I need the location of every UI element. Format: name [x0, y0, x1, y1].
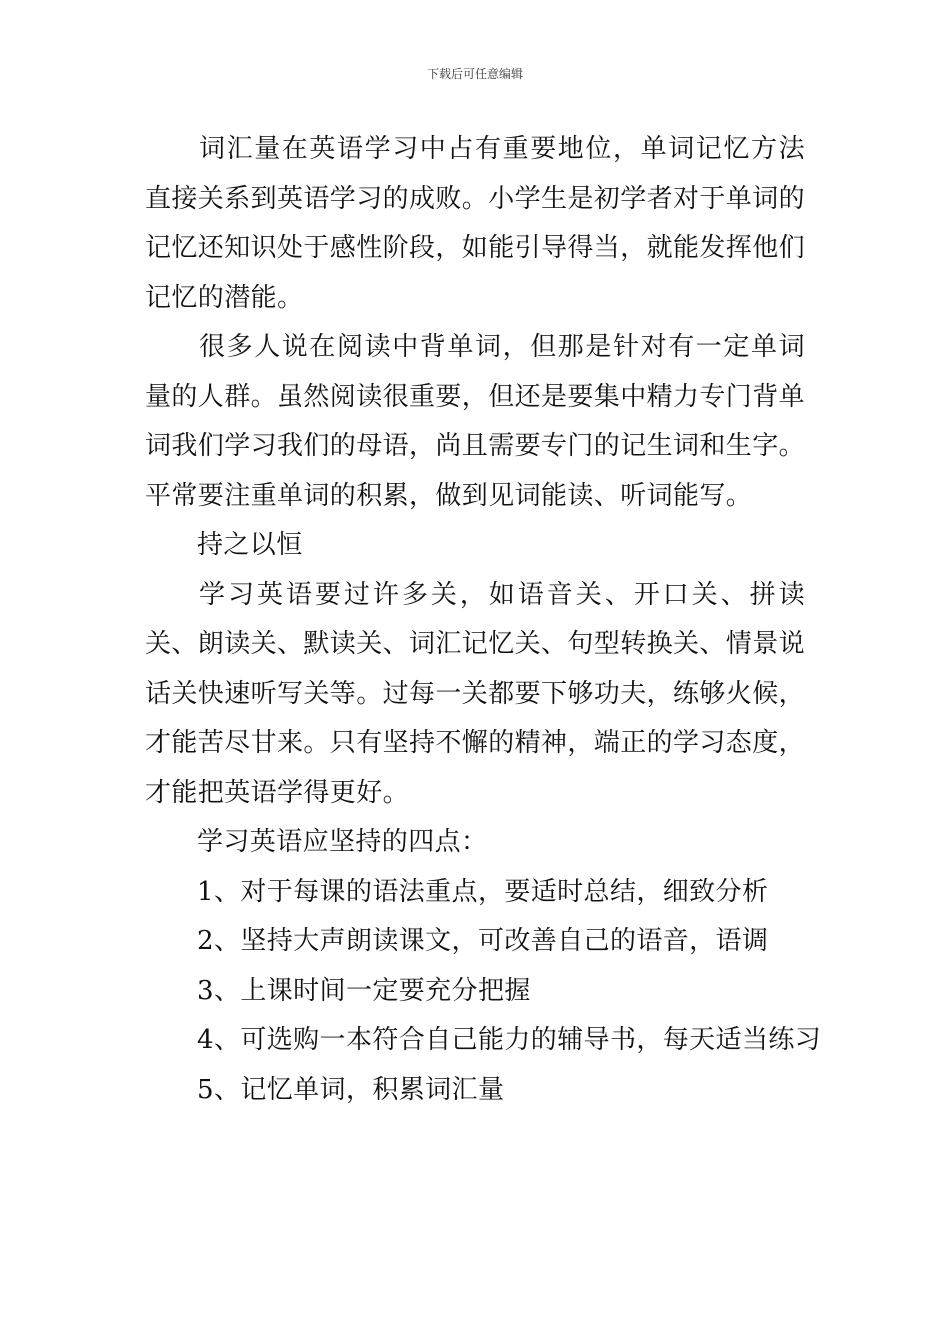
list-item: 3、上课时间一定要充分把握	[197, 975, 531, 1006]
page-header: 下载后可任意编辑	[426, 67, 523, 81]
list-item: 2、坚持大声朗读课文，可改善自己的语音，语调	[197, 926, 769, 956]
paragraph-vocabulary: 词汇量在英语学习中占有重要地位，单词记忆方法直接关系到英语学习的成败。小学生是初学者对于单词的记忆还知识处于感性阶段，如能引导得当，就能发挥他们记忆的潜能。	[145, 134, 806, 313]
section-heading: 持之以恒	[197, 530, 303, 560]
list-item: 5、记忆单词，积累词汇量	[197, 1074, 505, 1105]
paragraph-persistence: 学习英语要过许多关，如语音关、开口关、拼读关、朗读关、默读关、词汇记忆关、句型转换关、情景说话关快速听写关等。过每一关都要下够功夫，练够火候，才能苦尽甘来。只有坚持不懈的精神，端正的学习态度，才能把英语学得更好。	[145, 579, 806, 808]
list-item: 1、对于每课的语法重点，要适时总结，细致分析	[197, 876, 769, 907]
list-intro: 学习英语应坚持的四点：	[197, 827, 488, 857]
list-item: 4、可选购一本符合自己能力的辅导书，每天适当练习	[197, 1025, 822, 1055]
document-body	[145, 125, 822, 1115]
paragraph-reading: 很多人说在阅读中背单词，但那是针对有一定单词量的人群。虽然阅读很重要，但还是要集中精力专门背单词我们学习我们的母语，尚且需要专门的记生词和生字。平常要注重单词的积累，做到见词能读、听词能写。	[145, 332, 806, 511]
